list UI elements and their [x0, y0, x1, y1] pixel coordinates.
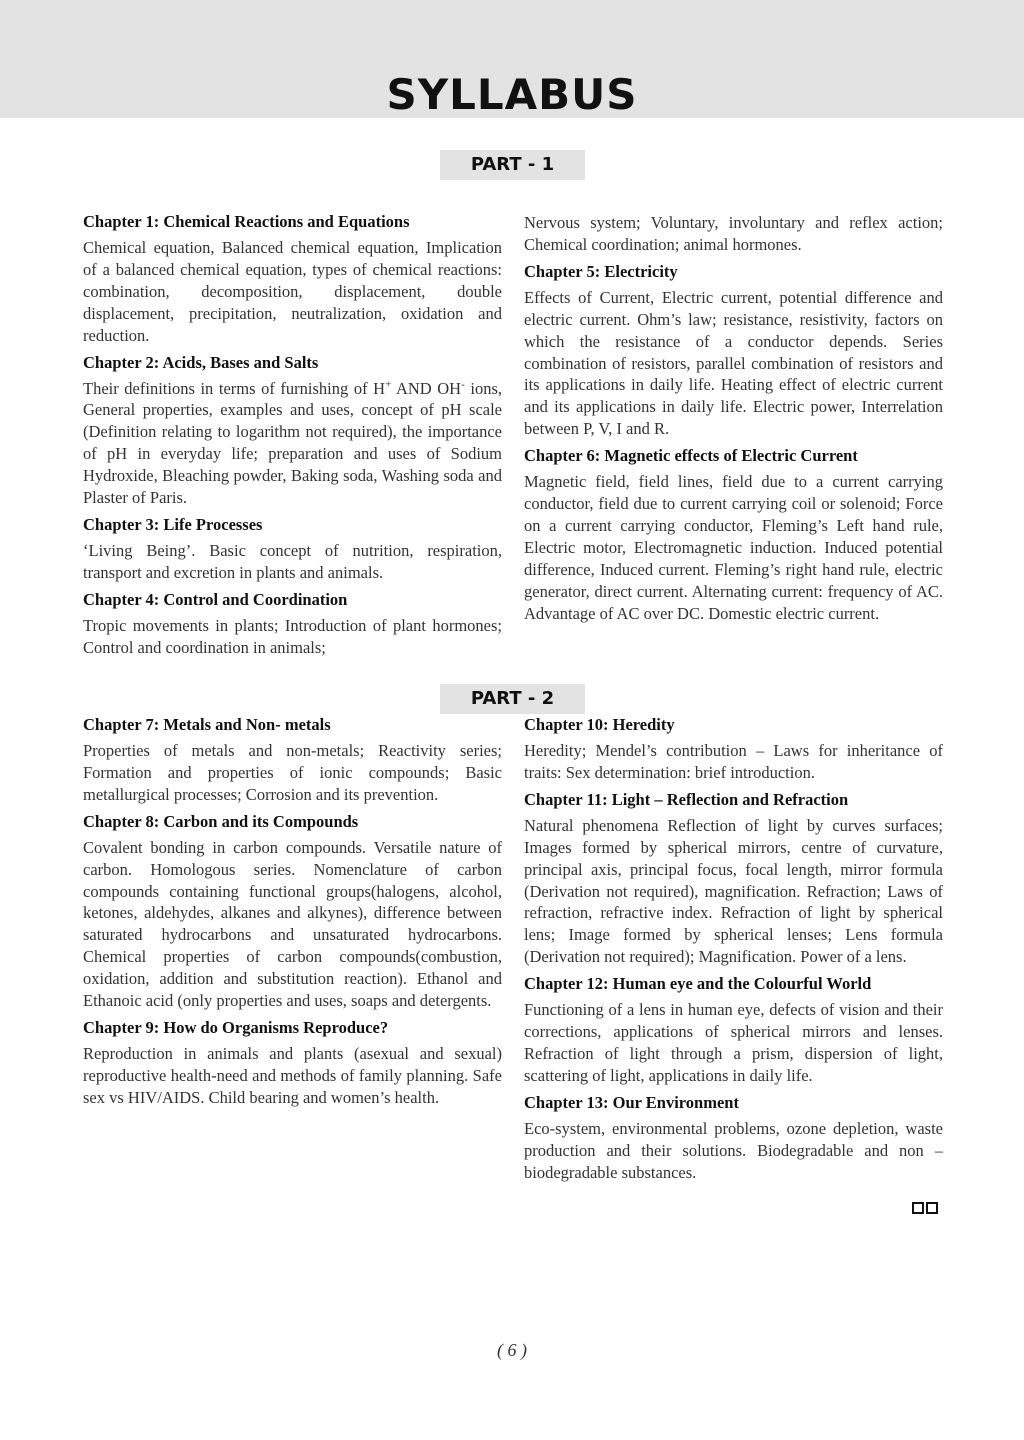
- chapter-6-text: Magnetic field, field lines, field due to a current carrying conductor, field due to current carrying coil or solenoid; Force on a current carrying conductor, Fleming’s Left hand rule, Electric motor, Electromagnetic induction. Induced potential difference, Induced current. Fleming’s right hand rule, electric generator, direct current. Alternating current: frequency of AC. Advantage of AC over DC. Domestic electric current.: [524, 472, 943, 623]
- page-title: SYLLABUS: [386, 70, 638, 119]
- chapter-11-text: Natural phenomena Reflection of light by curves surfaces; Images formed by spherical mirrors, centre of curvature, principal axis, principal focus, focal length, mirror formula (Derivation not required), magnification. Refraction; Laws of refraction, refractive index. Refraction of light by spherical lens; Image formed by spherical lenses; Lens formula (Derivation not required); Magnification. Power of a lens.: [524, 815, 943, 967]
- page-number: ( 6 ): [497, 1340, 527, 1360]
- chapter-10-text: Heredity; Mendel’s contribution – Laws for inheritance of traits: Sex determination: brief introduction.: [524, 741, 943, 782]
- chapter-8-heading: Chapter 8: Carbon and its Compounds: [83, 811, 359, 831]
- chapter-6-heading: Chapter 6: Magnetic effects of Electric Current: [524, 446, 858, 466]
- chapter-12-text: Functioning of a lens in human eye, defects of vision and their corrections, applications of spherical mirrors and lenses. Refraction of light through a prism, dispersion of light, scattering of light, applications in daily life.: [524, 1000, 943, 1085]
- chapter-5-text: Effects of Current, Electric current, potential difference and electric current. Ohm’s law; resistance, resistivity, factors on which the resistance of a conductor depends. Series combination of resistors, parallel combination of resistors and its applications in daily life. Heating effect of electric current and its applications in daily life. Electric power, Interrelation between P, V, I and R.: [524, 287, 943, 439]
- chapter-2-heading: Chapter 2: Acids, Bases and Salts: [83, 352, 319, 372]
- part-2-left-column: [83, 714, 502, 1114]
- part-1-right-column: [524, 212, 943, 630]
- chapter-4-text-continued: Nervous system; Voluntary, involuntary and reflex action; Chemical coordination; animal hormones.: [524, 213, 943, 254]
- chapter-3-heading: Chapter 3: Life Processes: [83, 514, 263, 534]
- chapter-7-text: Properties of metals and non-metals; Reactivity series; Formation and properties of ionic compounds; Basic metallurgical processes; Corrosion and its prevention.: [83, 741, 502, 804]
- chapter-8-text: Covalent bonding in carbon compounds. Versatile nature of carbon. Homologous series. Nomenclature of carbon compounds containing functional groups(halogens, alcohol, ketones, aldehydes, alkanes and alkynes), difference between saturated hydrocarbons and unsaturated hydrocarbons. Chemical properties of carbon compounds(combustion, oxidation, addition and substitution reaction). Ethanol and Ethanoic acid (only properties and uses, soaps and detergents.: [83, 837, 502, 1011]
- chapter-13-heading: Chapter 13: Our Environment: [524, 1092, 739, 1112]
- end-of-section-icon: [912, 1202, 942, 1216]
- chapter-5-heading: Chapter 5: Electricity: [524, 261, 678, 281]
- chapter-1-heading: Chapter 1: Chemical Reactions and Equations: [83, 212, 410, 231]
- part-2-right-column: [524, 714, 943, 1189]
- part-1-label: PART - 1: [440, 150, 585, 180]
- chapter-4-heading: Chapter 4: Control and Coordination: [83, 589, 348, 609]
- chapter-11-heading: Chapter 11: Light – Reflection and Refraction: [524, 789, 849, 809]
- part-2-label: PART - 2: [440, 684, 585, 714]
- chapter-9-heading: Chapter 9: How do Organisms Reproduce?: [83, 1017, 389, 1037]
- chapter-7-heading: Chapter 7: Metals and Non- metals: [83, 715, 331, 734]
- chapter-3-text: ‘Living Being’. Basic concept of nutrition, respiration, transport and excretion in plants and animals.: [83, 540, 502, 582]
- chapter-13-text: Eco-system, environmental problems, ozone depletion, waste production and their solutions. Biodegradable and non – biodegradable substances.: [524, 1118, 943, 1182]
- chapter-4-text: Tropic movements in plants; Introduction of plant hormones; Control and coordination in animals;: [83, 615, 502, 657]
- chapter-10-heading: Chapter 10: Heredity: [524, 715, 675, 734]
- chapter-1-text: Chemical equation, Balanced chemical equation, Implication of a balanced chemical equation, types of chemical reactions: combination, decomposition, displacement, double displacement, precipitation, neutralization, oxidation and reduction.: [83, 238, 502, 345]
- chapter-9-text: Reproduction in animals and plants (asexual and sexual) reproductive health-need and methods of family planning. Safe sex vs HIV/AIDS. Child bearing and women’s health.: [83, 1043, 502, 1107]
- chapter-2-text: Their definitions in terms of furnishing of H+ AND OH- ions, General properties, examples and uses, concept of pH scale (Definition relating to logarithm not required), the importance of pH in everyday life; preparation and uses of Sodium Hydroxide, Bleaching powder, Baking soda, Washing soda and Plaster of Paris.: [83, 378, 502, 508]
- chapter-12-heading: Chapter 12: Human eye and the Colourful World: [524, 974, 872, 994]
- part-1-left-column: [83, 211, 502, 664]
